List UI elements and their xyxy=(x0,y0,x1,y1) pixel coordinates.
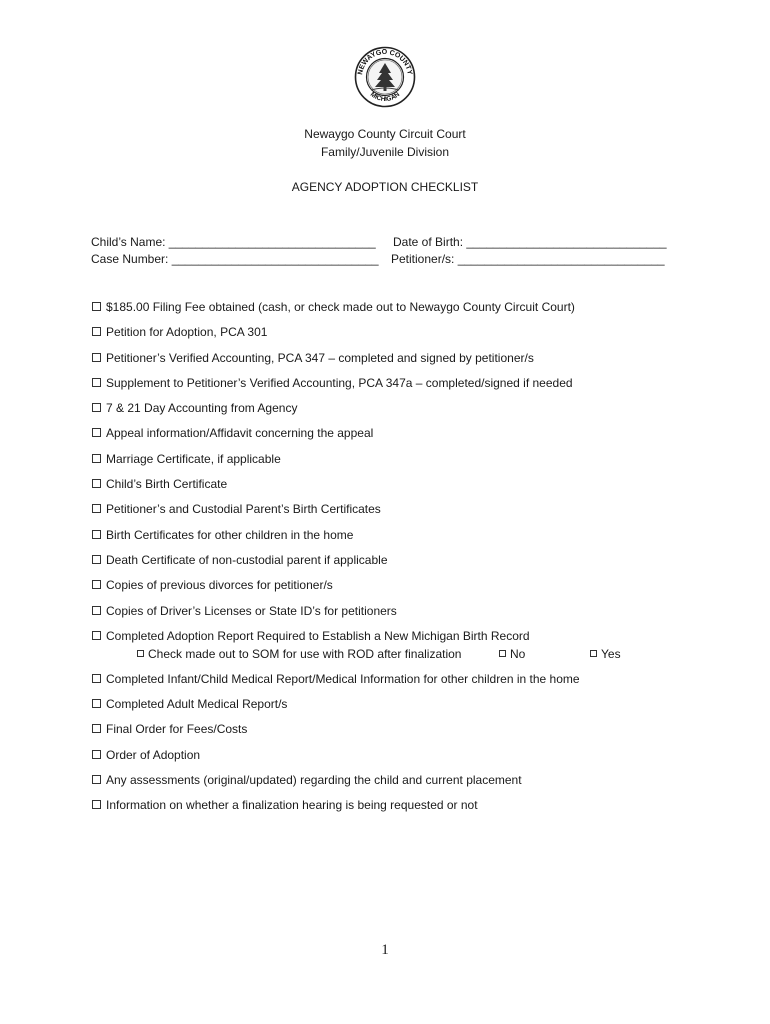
checkbox[interactable] xyxy=(92,724,101,733)
document-title: AGENCY ADOPTION CHECKLIST xyxy=(291,180,479,194)
checklist-item xyxy=(91,299,751,324)
checkbox[interactable] xyxy=(92,530,101,539)
page-number: 1 xyxy=(381,942,389,958)
checklist-item-label: Death Certificate of non-custodial parent if applicable xyxy=(106,552,388,567)
checklist-item-label: Final Order for Fees/Costs xyxy=(106,722,248,737)
yes-label: Yes xyxy=(601,646,621,661)
checklist-item xyxy=(91,671,751,696)
checklist-item xyxy=(91,527,751,552)
checklist-item-label: Completed Infant/Child Medical Report/Medical Information for other children in the home xyxy=(106,671,580,686)
checklist-item xyxy=(91,425,751,450)
checklist-item-label: Petitioner’s and Custodial Parent’s Birth Certificates xyxy=(106,502,381,517)
checklist-item-label: 7 & 21 Day Accounting from Agency xyxy=(106,401,298,416)
checklist-item xyxy=(91,696,751,721)
checkbox[interactable] xyxy=(92,674,101,683)
svg-text:NEWAYGO COUNTY: NEWAYGO COUNTY xyxy=(357,48,413,76)
checkbox[interactable] xyxy=(92,606,101,615)
checklist-item xyxy=(91,603,751,628)
checklist-item-label: Birth Certificates for other children in the home xyxy=(106,527,354,542)
checklist-item xyxy=(91,451,751,476)
case-number-field[interactable]: Case Number: _______________________________ xyxy=(91,252,379,266)
checkbox[interactable] xyxy=(92,454,101,463)
childs-name-field[interactable]: Child’s Name: _______________________________ xyxy=(91,235,376,249)
checklist-item xyxy=(91,476,751,501)
checkbox[interactable] xyxy=(92,750,101,759)
checklist-item-with-subitem xyxy=(91,628,751,671)
checklist-item xyxy=(91,577,751,602)
checklist-item-label: Completed Adoption Report Required to Establish a New Michigan Birth Record xyxy=(106,628,530,643)
no-label: No xyxy=(510,646,526,661)
division-name: Family/Juvenile Division xyxy=(320,145,450,159)
checklist-item-label: Child’s Birth Certificate xyxy=(106,477,228,492)
checklist-item xyxy=(91,501,751,526)
checkbox[interactable] xyxy=(92,504,101,513)
check-to-som-label: Check made out to SOM for use with ROD after finalization xyxy=(148,646,462,661)
check-to-som-option[interactable] xyxy=(137,646,461,663)
checklist-item-label: Order of Adoption xyxy=(106,747,201,762)
checklist-item xyxy=(91,797,751,822)
checkbox[interactable] xyxy=(92,580,101,589)
checklist-item-label: Any assessments (original/updated) regarding the child and current placement xyxy=(106,773,522,788)
checkbox[interactable] xyxy=(92,800,101,809)
checkbox[interactable] xyxy=(92,699,101,708)
checkbox[interactable] xyxy=(92,327,101,336)
checklist-item xyxy=(91,375,751,400)
court-name: Newaygo County Circuit Court xyxy=(304,127,466,141)
checklist-item xyxy=(91,772,751,797)
checklist-item xyxy=(91,552,751,577)
checkbox[interactable] xyxy=(92,775,101,784)
checklist-item-label: Information on whether a finalization hearing is being requested or not xyxy=(106,798,478,813)
checklist-item-label: Marriage Certificate, if applicable xyxy=(106,451,281,466)
checklist-item-label: Petition for Adoption, PCA 301 xyxy=(106,325,268,340)
checkbox[interactable] xyxy=(92,403,101,412)
checkbox[interactable] xyxy=(92,555,101,564)
subitem-row xyxy=(91,646,751,663)
checklist-item-label: $185.00 Filing Fee obtained (cash, or check made out to Newaygo County Circuit Court) xyxy=(106,300,575,314)
checklist-item-label: Supplement to Petitioner’s Verified Accounting, PCA 347a – completed/signed if needed xyxy=(106,375,573,390)
checkbox[interactable] xyxy=(590,650,597,657)
checklist-item-label: Appeal information/Affidavit concerning the appeal xyxy=(106,426,374,441)
checkbox[interactable] xyxy=(92,479,101,488)
checklist-item xyxy=(91,400,751,425)
yes-option[interactable] xyxy=(590,646,621,663)
checkbox[interactable] xyxy=(92,378,101,387)
checklist-item xyxy=(91,350,751,375)
svg-text:MICHIGAN: MICHIGAN xyxy=(368,91,402,104)
checkbox[interactable] xyxy=(92,631,101,640)
no-option[interactable] xyxy=(499,646,525,663)
checkbox[interactable] xyxy=(92,302,101,311)
checklist-item-label: Completed Adult Medical Report/s xyxy=(106,697,288,712)
county-seal-logo xyxy=(354,46,416,108)
date-of-birth-field[interactable]: Date of Birth: ______________________________ xyxy=(393,235,667,249)
checklist-item xyxy=(91,324,751,349)
checklist-item xyxy=(91,747,751,772)
checklist-item-label: Copies of Driver’s Licenses or State ID’s for petitioners xyxy=(106,603,397,618)
checklist-item-label: Petitioner’s Verified Accounting, PCA 347 – completed and signed by petitioner/s xyxy=(106,350,534,365)
checkbox[interactable] xyxy=(137,650,144,657)
checklist-item-label: Copies of previous divorces for petitioner/s xyxy=(106,578,333,593)
petitioners-field[interactable]: Petitioner/s: _______________________________ xyxy=(391,252,665,266)
checkbox[interactable] xyxy=(92,428,101,437)
checkbox[interactable] xyxy=(92,353,101,362)
checklist xyxy=(91,299,751,823)
checkbox[interactable] xyxy=(499,650,506,657)
checklist-item xyxy=(91,721,751,746)
